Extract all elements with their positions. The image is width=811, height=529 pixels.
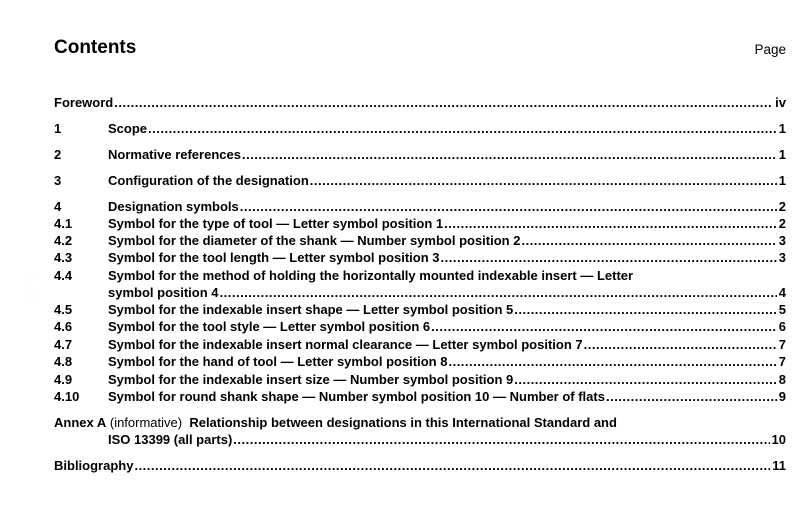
toc-page-number: 3 xyxy=(778,233,786,248)
toc-page-number: 3 xyxy=(778,250,786,265)
toc-entry-4-3[interactable] xyxy=(54,250,786,266)
toc-entry-annex-a-continued[interactable] xyxy=(108,432,786,448)
leader-dots xyxy=(448,354,776,370)
toc-entry-annex-a[interactable] xyxy=(54,415,786,431)
toc-entry-4-9[interactable] xyxy=(54,372,786,388)
toc-entry-4-8[interactable] xyxy=(54,354,786,370)
leader-dots xyxy=(242,147,777,163)
toc-section-number: 4.3 xyxy=(54,250,73,265)
toc-page-number: 1 xyxy=(778,121,786,136)
toc-section-number: 1 xyxy=(54,121,62,136)
toc-page-number: 1 xyxy=(778,173,786,188)
toc-entry-text: Bibliography xyxy=(54,458,134,473)
toc-section-number: 4.4 xyxy=(54,268,73,283)
toc-entry-bibliography[interactable] xyxy=(54,458,786,474)
toc-entry-text: Symbol for the indexable insert normal clearance — Letter symbol position 7 xyxy=(108,337,583,352)
toc-entry-4-6[interactable] xyxy=(54,319,786,335)
toc-section-number: 4.5 xyxy=(54,302,73,317)
toc-section-number: 3 xyxy=(54,173,62,188)
margin-mark: · · · · · · · · xyxy=(28,276,34,306)
toc-page-number: 6 xyxy=(778,319,786,334)
toc-page-number: 9 xyxy=(778,389,786,404)
toc-page-number: 7 xyxy=(778,354,786,369)
toc-section-number: 4.10 xyxy=(54,389,80,404)
toc-entry-foreword[interactable] xyxy=(54,95,786,111)
toc-section-number: 4.9 xyxy=(54,372,73,387)
toc-entry-text: Symbol for the type of tool — Letter symbol position 1 xyxy=(108,216,444,231)
toc-page-number: 11 xyxy=(772,458,786,473)
page-title: Contents xyxy=(54,37,137,58)
leader-dots xyxy=(134,458,770,474)
toc-entry-text: Relationship between designations in this International Standard and xyxy=(189,415,617,430)
toc-page-number: 1 xyxy=(778,147,786,162)
toc-entry-text: Symbol for the indexable insert size — Number symbol position 9 xyxy=(108,372,514,387)
annex-kind: (informative) xyxy=(106,415,190,430)
toc-section-number: 4.7 xyxy=(54,337,73,352)
toc-entry-4-4[interactable] xyxy=(54,268,786,284)
toc-entry-4-2[interactable] xyxy=(54,233,786,249)
leader-dots xyxy=(584,337,777,353)
toc-page-number: 4 xyxy=(778,285,786,300)
leader-dots xyxy=(220,285,777,301)
toc-page-number: 2 xyxy=(778,199,786,214)
toc-entry-4-7[interactable] xyxy=(54,337,786,353)
toc-entry-2[interactable] xyxy=(54,147,786,163)
toc-entry-text: Scope xyxy=(108,121,148,136)
toc-entry-4-10[interactable] xyxy=(54,389,786,405)
toc-section-number: 2 xyxy=(54,147,62,162)
toc-entry-text: Configuration of the designation xyxy=(108,173,309,188)
leader-dots xyxy=(444,216,777,232)
leader-dots xyxy=(441,250,777,266)
leader-dots xyxy=(514,302,777,318)
toc-entry-text: Foreword xyxy=(54,95,114,110)
toc-entry-1[interactable] xyxy=(54,121,786,137)
leader-dots xyxy=(148,121,777,137)
toc-page-number: 7 xyxy=(778,337,786,352)
toc-entry-4[interactable] xyxy=(54,199,786,215)
toc-section-number: 4.8 xyxy=(54,354,73,369)
toc-entry-4-5[interactable] xyxy=(54,302,786,318)
toc-entry-text: Symbol for the tool length — Letter symbol position 3 xyxy=(108,250,440,265)
toc-entry-text: Normative references xyxy=(108,147,241,162)
leader-dots xyxy=(114,95,773,111)
toc-entry-text: Symbol for the indexable insert shape — Letter symbol position 5 xyxy=(108,302,514,317)
leader-dots xyxy=(514,372,777,388)
toc-page-number: 8 xyxy=(778,372,786,387)
leader-dots xyxy=(240,199,777,215)
leader-dots xyxy=(606,389,777,405)
leader-dots xyxy=(431,319,777,335)
toc-entry-4-4-continued[interactable] xyxy=(108,285,786,301)
toc-entry-4-1[interactable] xyxy=(54,216,786,232)
toc-entry-text-continued: ISO 13399 (all parts) xyxy=(108,432,233,447)
toc-entry-text: Symbol for the method of holding the horizontally mounted indexable insert — Letter xyxy=(108,268,634,283)
toc-entry-text: Symbol for the diameter of the shank — Number symbol position 2 xyxy=(108,233,521,248)
leader-dots xyxy=(521,233,776,249)
toc-entry-text: Symbol for round shank shape — Number symbol position 10 — Number of flats xyxy=(108,389,605,404)
toc-entry-3[interactable] xyxy=(54,173,786,189)
toc-entry-text: Symbol for the tool style — Letter symbol position 6 xyxy=(108,319,431,334)
leader-dots xyxy=(310,173,777,189)
toc-section-number: 4 xyxy=(54,199,62,214)
toc-page-number: 2 xyxy=(778,216,786,231)
toc-page-number: 5 xyxy=(778,302,786,317)
toc-entry-text: Designation symbols xyxy=(108,199,239,214)
toc-page-number: 10 xyxy=(771,432,786,447)
toc-entry-text-continued: symbol position 4 xyxy=(108,285,219,300)
annex-label: Annex A xyxy=(54,415,107,430)
toc-section-number: 4.6 xyxy=(54,319,73,334)
toc-section-number: 4.1 xyxy=(54,216,73,231)
toc-entry-text: Symbol for the hand of tool — Letter symbol position 8 xyxy=(108,354,448,369)
page-column-label: Page xyxy=(754,42,786,57)
toc-section-number: 4.2 xyxy=(54,233,73,248)
toc-page-number: iv xyxy=(775,95,786,110)
leader-dots xyxy=(233,432,769,448)
